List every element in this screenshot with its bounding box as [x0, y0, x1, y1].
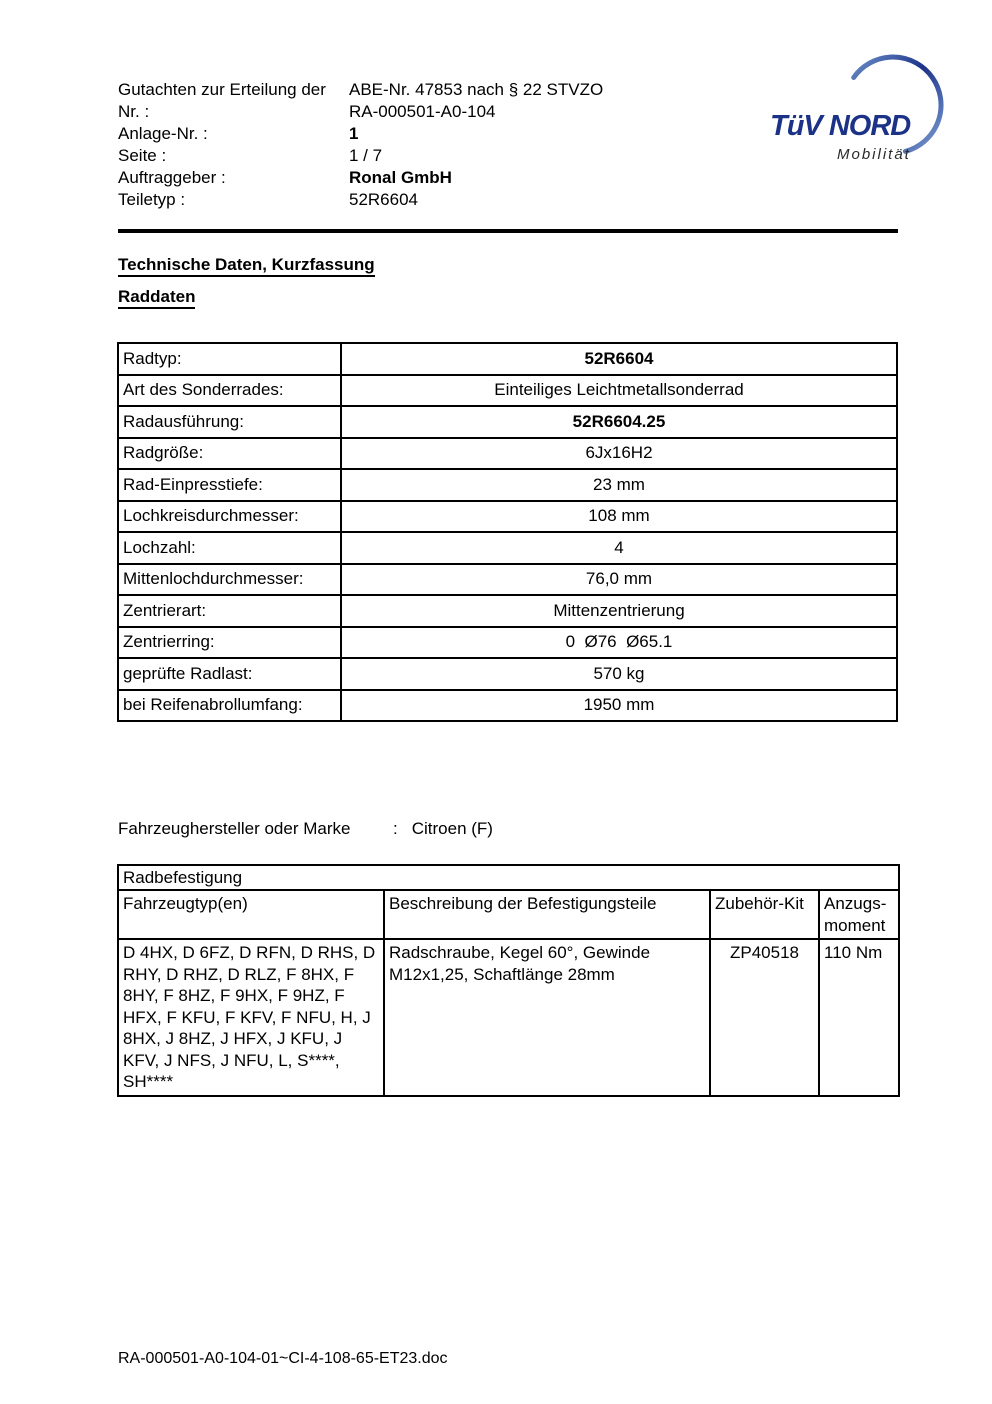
header-row-nr: [118, 101, 603, 123]
row-value-cell: 4: [341, 532, 897, 564]
column-header-beschreibung: Beschreibung der Befestigungsteile: [384, 890, 710, 939]
row-label-cell: Art des Sonderrades:: [118, 375, 341, 407]
row-value-cell: 52R6604.25: [341, 406, 897, 438]
section-heading-technische-daten: [118, 255, 375, 275]
column-header-fahrzeugtypen: Fahrzeugtyp(en): [118, 890, 384, 939]
vehicle-manufacturer-value: Citroen (F): [411, 819, 493, 838]
row-value-cell: 1950 mm: [341, 690, 897, 722]
row-label-cell: Radausführung:: [118, 406, 341, 438]
row-label-cell: Lochzahl:: [118, 532, 341, 564]
header-row-teiletyp: [118, 189, 603, 211]
heading-text: Technische Daten, Kurzfassung: [118, 255, 375, 277]
table-row: [118, 406, 897, 438]
table-title-cell: Radbefestigung: [118, 865, 899, 890]
fahrzeugtypen-cell: D 4HX, D 6FZ, D RFN, D RHS, D RHY, D RHZ, D RLZ, F 8HX, F 8HY, F 8HZ, F 9HX, F 9HZ, F HFX, F KFU, F KFV, F NFU, H, J 8HX, J 8HZ, J HFX, J KFU, J KFV, J NFS, J NFU, L, S****, SH****: [118, 939, 384, 1096]
table-row: [118, 375, 897, 407]
anlage-label: Anlage-Nr. :: [118, 124, 208, 143]
zubehoer-kit-cell: ZP40518: [710, 939, 819, 1096]
row-label-cell: Radgröße:: [118, 438, 341, 470]
header-row-auftraggeber: [118, 167, 603, 189]
table-row: [118, 627, 897, 659]
header-title-prefix: Gutachten zur Erteilung der: [118, 80, 326, 99]
row-value-cell: Mittenzentrierung: [341, 595, 897, 627]
section-heading-raddaten: [118, 287, 195, 307]
column-header-anzugsmoment: Anzugs-moment: [819, 890, 899, 939]
table-row: [118, 438, 897, 470]
logo-wordmark: TüV NORD: [770, 110, 911, 142]
row-value-cell: 23 mm: [341, 469, 897, 501]
header-divider: [118, 229, 898, 233]
table-row: [118, 690, 897, 722]
row-value-cell: 52R6604: [341, 343, 897, 375]
row-value-cell: Einteiliges Leichtmetallsonderrad: [341, 375, 897, 407]
row-value-cell: 0 Ø76 Ø65.1: [341, 627, 897, 659]
table-row: [118, 469, 897, 501]
row-label-cell: Lochkreisdurchmesser:: [118, 501, 341, 533]
column-header-zubehoer-kit: Zubehör-Kit: [710, 890, 819, 939]
row-label-cell: Mittenlochdurchmesser:: [118, 564, 341, 596]
table-title-row: [118, 865, 899, 890]
table-row: [118, 658, 897, 690]
vehicle-manufacturer-label: Fahrzeughersteller oder Marke: [118, 819, 351, 838]
row-value-cell: 6Jx16H2: [341, 438, 897, 470]
seite-value: 1 / 7: [349, 146, 383, 165]
beschreibung-cell: Radschraube, Kegel 60°, Gewinde M12x1,25, Schaftlänge 28mm: [384, 939, 710, 1096]
header-row-title: [118, 79, 603, 101]
vehicle-manufacturer-line: [118, 819, 493, 839]
auftraggeber-label: Auftraggeber :: [118, 168, 226, 187]
table-row: [118, 939, 899, 1096]
document-header: [118, 79, 603, 211]
row-label-cell: Zentrierring:: [118, 627, 341, 659]
nr-value: RA-000501-A0-104: [349, 102, 496, 121]
nr-label: Nr. :: [118, 102, 150, 121]
table-row: [118, 564, 897, 596]
row-label-cell: Rad-Einpresstiefe:: [118, 469, 341, 501]
tuev-nord-logo: [740, 40, 960, 180]
auftraggeber-value: Ronal GmbH: [349, 168, 452, 187]
row-value-cell: 108 mm: [341, 501, 897, 533]
row-value-cell: 76,0 mm: [341, 564, 897, 596]
row-label-cell: bei Reifenabrollumfang:: [118, 690, 341, 722]
vehicle-manufacturer-separator: :: [393, 819, 398, 838]
row-label-cell: Radtyp:: [118, 343, 341, 375]
table-header-row: [118, 890, 899, 939]
teiletyp-value: 52R6604: [349, 190, 419, 209]
footer-filename: RA-000501-A0-104-01~CI-4-108-65-ET23.doc: [118, 1350, 448, 1367]
header-row-seite: [118, 145, 603, 167]
row-label-cell: geprüfte Radlast:: [118, 658, 341, 690]
anzugsmoment-cell: 110 Nm: [819, 939, 899, 1096]
anlage-value: 1: [349, 124, 359, 143]
table-row: [118, 595, 897, 627]
table-row: [118, 501, 897, 533]
radbefestigung-table: [117, 864, 900, 1097]
row-label-cell: Zentrierart:: [118, 595, 341, 627]
heading-text: Raddaten: [118, 287, 195, 309]
seite-label: Seite :: [118, 146, 167, 165]
header-title-value: ABE-Nr. 47853 nach § 22 STVZO: [349, 80, 604, 99]
raddaten-table: [117, 342, 898, 722]
teiletyp-label: Teiletyp :: [118, 190, 186, 209]
table-row: [118, 532, 897, 564]
logo-subbrand: Mobilität: [837, 146, 911, 163]
header-row-anlage: [118, 123, 603, 145]
table-row: [118, 343, 897, 375]
row-value-cell: 570 kg: [341, 658, 897, 690]
